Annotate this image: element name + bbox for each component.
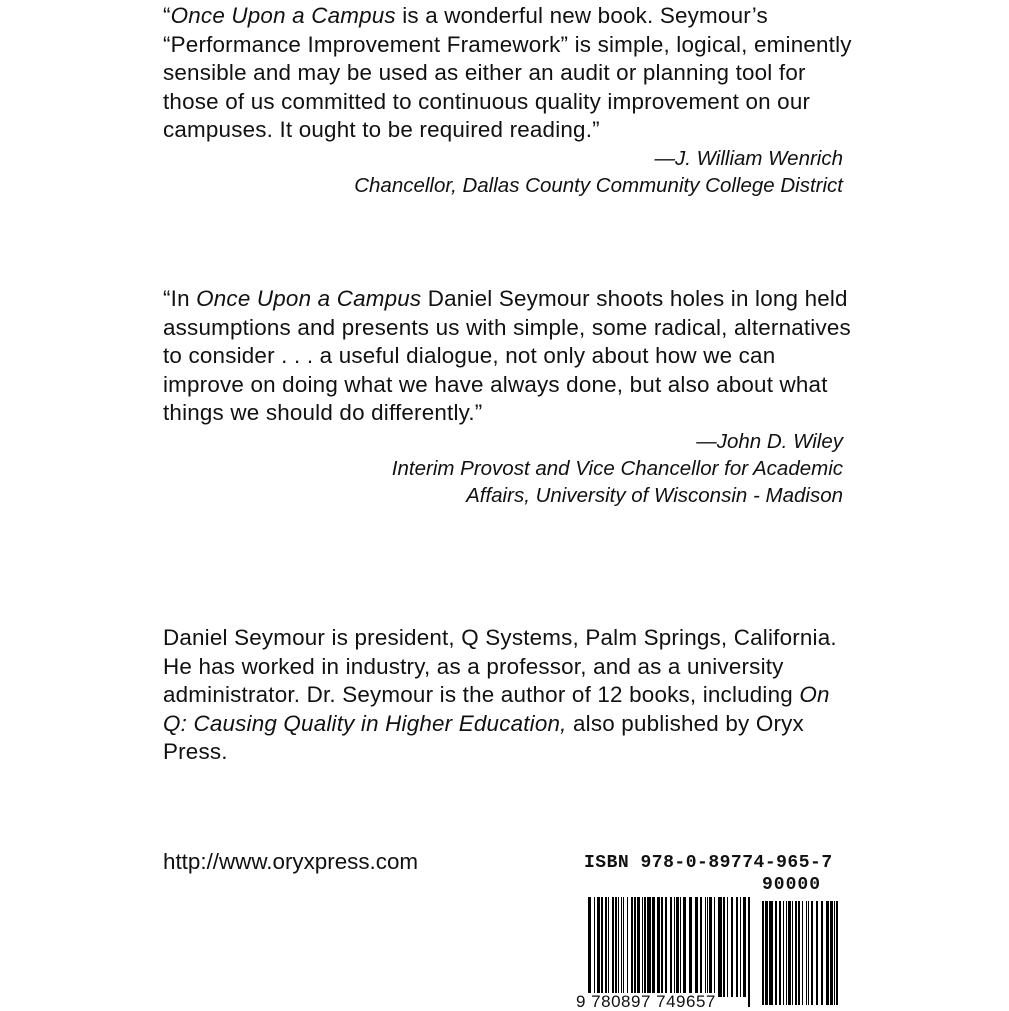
barcode-bar	[676, 897, 679, 997]
quote-text	[163, 2, 853, 145]
barcode-bar	[826, 901, 829, 1005]
barcode-bar	[652, 897, 655, 997]
quote-lead: “In	[163, 286, 197, 311]
barcode-bar	[830, 901, 833, 1005]
barcode-bar	[680, 897, 681, 997]
barcode-bar	[588, 897, 591, 1007]
book-title: Once Upon a Campus	[196, 286, 422, 311]
barcode-bar	[683, 897, 686, 997]
barcode-bar	[627, 897, 628, 997]
barcode-bar	[816, 901, 818, 1005]
attribution-name: —J. William Wenrich	[654, 146, 843, 170]
barcode-bar	[644, 897, 646, 997]
barcode-bar	[700, 897, 702, 997]
barcode-bar	[779, 901, 781, 1005]
barcode-bar	[731, 897, 733, 997]
barcode-bar	[605, 897, 607, 997]
quote-open-mark: “	[163, 3, 171, 28]
ean-digits: 9 780897 749657	[576, 992, 716, 1011]
attribution-role-line2: Affairs, University of Wisconsin - Madison	[466, 483, 843, 507]
barcode-bar	[740, 897, 741, 997]
barcode-bar	[836, 901, 838, 1005]
ean-bars	[588, 897, 750, 1007]
barcode-bar	[765, 901, 768, 1005]
quote-block-wiley	[163, 285, 853, 509]
barcode-bar	[811, 901, 813, 1005]
barcode-bar	[736, 897, 738, 997]
quote-block-wenrich	[163, 2, 853, 199]
barcode-bar	[642, 897, 643, 997]
bio-text	[163, 624, 853, 767]
barcode-bar	[657, 897, 660, 997]
barcode-bar	[689, 897, 692, 997]
barcode-bar	[798, 901, 800, 1005]
barcode-bar	[705, 897, 706, 997]
barcode-bar	[762, 901, 764, 1005]
attribution-role: Chancellor, Dallas County Community College District	[354, 173, 843, 197]
bio-body: Daniel Seymour is president, Q Systems, Palm Springs, California. He has worked in industry, as a professor, and as a university administrator. Dr. Seymour is the author of 12 books, including	[163, 625, 837, 707]
barcode-bar	[709, 897, 712, 997]
barcode-bar	[634, 897, 636, 997]
bio-tail: also published by Oryx Press.	[163, 710, 804, 764]
barcode-bar	[723, 897, 725, 997]
barcode-bar	[792, 901, 793, 1005]
barcode-bar	[597, 897, 600, 997]
barcode-bar	[623, 897, 624, 997]
barcode-bar	[786, 901, 787, 1005]
barcode-bar	[775, 901, 777, 1005]
barcode-bar	[594, 897, 595, 1007]
barcode-bar	[637, 897, 640, 997]
barcode-bar	[788, 901, 791, 1005]
quote-text	[163, 285, 853, 428]
barcode-bar	[714, 897, 715, 997]
attribution-role-line1: Interim Provost and Vice Chancellor for Academic	[391, 456, 843, 480]
barcode-bar	[612, 897, 614, 997]
barcode-bar	[707, 897, 708, 997]
barcode-bar	[718, 897, 722, 997]
barcode-bar	[665, 897, 667, 997]
barcode-bar	[783, 901, 784, 1005]
barcode-bar	[608, 897, 609, 997]
attribution-name: —John D. Wiley	[696, 429, 843, 453]
barcode-bar	[748, 897, 750, 1007]
author-bio	[163, 624, 853, 767]
barcode-bar	[695, 897, 698, 997]
barcode-bar	[727, 897, 728, 997]
barcode-bar	[631, 897, 633, 997]
isbn-barcode	[574, 853, 844, 1009]
quote-body: is a wonderful new book. Seymour’s “Performance Improvement Framework” is simple, logical, eminently sensible and may be used as either an audit or planning tool for those of us committed to continuous quality improvement on our campuses. It ought to be required reading.”	[163, 3, 852, 142]
book-title: Once Upon a Campus	[170, 3, 396, 28]
quote-body: Daniel Seymour shoots holes in long held assumptions and presents us with simple, some radical, alternatives to consider . . . a useful dialogue, not only about how we can improve on doing what we have always done, but also about what things we should do differently.”	[163, 286, 851, 425]
publisher-url[interactable]: http://www.oryxpress.com	[163, 849, 419, 874]
barcode-bar	[821, 901, 823, 1005]
price-code: 90000	[762, 875, 822, 895]
book-title: On Q: Causing Quality in Higher Education,	[163, 682, 830, 736]
barcode-bar	[621, 897, 622, 997]
barcode-bar	[808, 901, 809, 1005]
barcode-bar	[601, 897, 603, 997]
isbn-label: ISBN 978-0-89774-965-7	[584, 853, 833, 873]
addon-bars	[762, 901, 838, 1005]
barcode-bar	[618, 897, 619, 997]
barcode-bar	[743, 897, 746, 997]
barcode-bar	[769, 901, 773, 1005]
barcode-bar	[674, 897, 675, 997]
barcode-bar	[661, 897, 663, 997]
barcode-bar	[806, 901, 807, 1005]
barcode-bar	[834, 901, 835, 1005]
barcode-bar	[795, 901, 797, 1005]
barcode-bar	[670, 897, 672, 1007]
barcode-bar	[647, 897, 651, 997]
barcode-bar	[615, 897, 617, 997]
barcode-bar	[802, 901, 803, 1005]
